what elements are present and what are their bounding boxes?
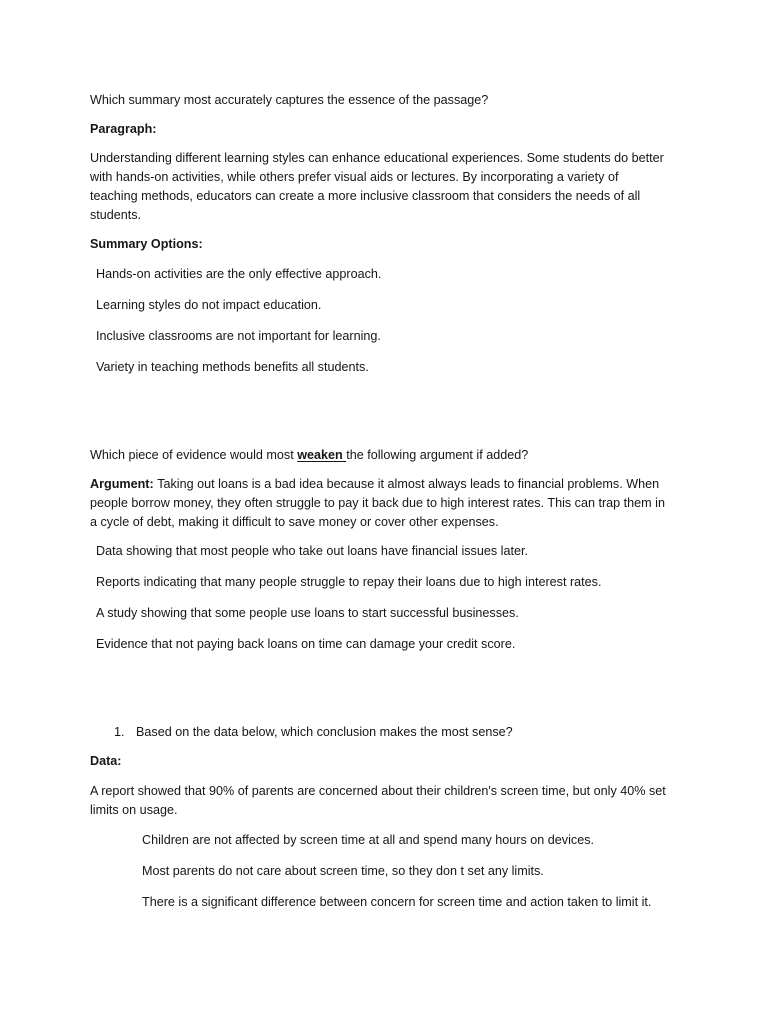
data-label: Data: — [90, 754, 122, 768]
answer-option: Hands-on activities are the only effective approach. — [96, 267, 382, 281]
data-line: A report showed that 90% of parents are concerned about their children's screen time, but only 40% set — [90, 784, 666, 798]
argument-label: Argument: — [90, 477, 154, 491]
question-2-prompt — [90, 446, 528, 465]
answer-option: There is a significant difference between concern for screen time and action taken to limit it. — [142, 895, 652, 909]
answer-option: Evidence that not paying back loans on time can damage your credit score. — [96, 637, 516, 651]
answer-option: Variety in teaching methods benefits all students. — [96, 360, 369, 374]
paragraph-label: Paragraph: — [90, 122, 157, 136]
data-line: limits on usage. — [90, 803, 178, 817]
answer-option: Learning styles do not impact education. — [96, 298, 322, 312]
prompt-text: Which piece of evidence would most — [90, 448, 298, 462]
question-3-prompt: Based on the data below, which conclusion makes the most sense? — [136, 725, 513, 739]
paragraph-line: students. — [90, 208, 142, 222]
answer-option: Data showing that most people who take out loans have financial issues later. — [96, 544, 528, 558]
argument-line: a cycle of debt, making it difficult to save money or cover other expenses. — [90, 515, 499, 529]
summary-options-label: Summary Options: — [90, 237, 203, 251]
paragraph-line: Understanding different learning styles can enhance educational experiences. Some students do better — [90, 151, 664, 165]
answer-option: Most parents do not care about screen time, so they don t set any limits. — [142, 864, 544, 878]
paragraph-line: teaching methods, educators can create a more inclusive classroom that considers the needs of all — [90, 189, 641, 203]
argument-line: people borrow money, they often struggle to pay it back due to high interest rates. This can trap them in — [90, 496, 665, 510]
answer-option: Inclusive classrooms are not important for learning. — [96, 329, 381, 343]
answer-option: Children are not affected by screen time at all and spend many hours on devices. — [142, 833, 595, 847]
prompt-text: the following argument if added? — [346, 448, 529, 462]
argument-line — [90, 475, 659, 494]
question-1-prompt: Which summary most accurately captures the essence of the passage? — [90, 93, 489, 107]
prompt-emphasis: weaken — [297, 448, 347, 462]
argument-text: Taking out loans is a bad idea because it almost always leads to financial problems. When — [157, 477, 660, 491]
answer-option: Reports indicating that many people struggle to repay their loans due to high interest rates. — [96, 575, 602, 589]
paragraph-line: with hands-on activities, while others prefer visual aids or lectures. By incorporating a variety of — [90, 170, 619, 184]
answer-option: A study showing that some people use loans to start successful businesses. — [96, 606, 519, 620]
list-number: 1. — [114, 725, 125, 739]
